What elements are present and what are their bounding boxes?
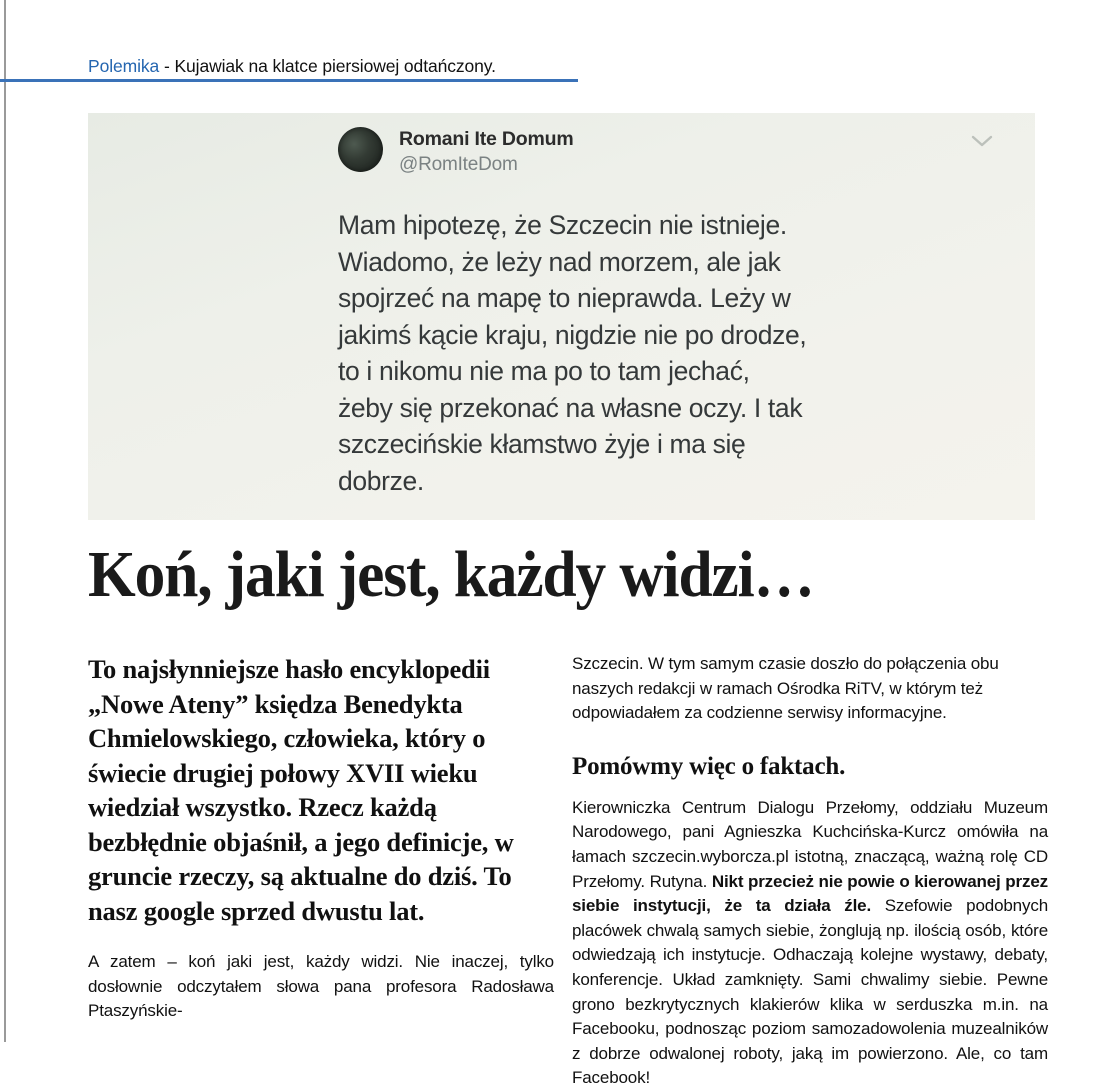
breadcrumb-subject: Kujawiak na klatce piersiowej odtańczony. (174, 56, 496, 76)
breadcrumb (88, 55, 496, 77)
chevron-down-icon (971, 135, 993, 148)
tweet-handle: @RomIteDom (399, 154, 518, 175)
text-run-plain-after: Szefowie podobnych placówek chwalą samych siebie, żonglują np. ilością osób, które odwiedzają ich instytucje. Odhaczają kolejne wystawy, debaty, konferencje. Układ zamknięty. Sami chwalimy siebie. Pewne grono bezkrytycznych klakierów klika w serduszka m.in. na Facebooku, podnosząc poziom samozadowolenia muzealników z dobrze odwalonej roboty, jaką im powierzono. Ale, co tam Facebook! (572, 896, 1048, 1088)
avatar (338, 127, 383, 172)
text-run-bold: Nikt przecież nie powie o kierowanej przez siebie instytucji, że ta działa źle. (572, 871, 1048, 916)
right-top-paragraph: Szczecin. W tym samym czasie doszło do połączenia obu naszych redakcji w ramach Ośrodka RiTV, w którym też odpowiadałem za codzienne serwisy informacyjne. (572, 654, 999, 723)
tweet-header (338, 127, 1025, 187)
tweet-screenshot-image (88, 113, 1035, 520)
left-body-paragraph: A zatem – koń jaki jest, każdy widzi. Nie inaczej, tylko dosłownie odczytałem słowa pana profesora Radosława Ptaszyńskie- (88, 952, 554, 1021)
page-title: Koń, jaki jest, każdy widzi… (88, 538, 814, 611)
section-kicker[interactable]: Polemika (88, 56, 160, 76)
section-subheading: Pomówmy więc o faktach. (572, 752, 846, 780)
breadcrumb-separator: - (159, 56, 175, 76)
text-run-plain-before: Kierowniczka Centrum Dialogu Przełomy, oddziału Muzeum Narodowego, pani Agnieszka Kuchcińska-Kurcz omówiła na łamach szczecin.wyborcza.pl istotną, znaczącą, ważną rolę CD Przełomy. Rutyna. (572, 797, 1048, 891)
column-right (572, 652, 1048, 1091)
lead-paragraph: To najsłynniejsze hasło encyklopedii „Nowe Ateny” księdza Benedykta Chmielowskiego, człowieka, który o świecie drugiej połowy XVII wieku wiedział wszystko. Rzecz każdą bezbłędnie objaśnił, a jego definicje, w gruncie rzeczy, są aktualne do dziś. To nasz google sprzed dwustu lat. (88, 654, 514, 926)
tweet-display-name: Romani Ite Domum (399, 128, 574, 150)
column-left (88, 652, 554, 1024)
right-body-paragraph (572, 796, 1048, 1091)
page-margin-rule (4, 0, 6, 1042)
tweet-body-text: Mam hipotezę, że Szczecin nie istnieje. Wiadomo, że leży nad morzem, ale jak spojrzeć na mapę to nieprawda. Leży w jakimś kącie kraju, nigdzie nie po drodze, to i nikomu nie ma po to tam jechać, żeby się przekonać na własne oczy. I tak szczecińskie kłamstwo żyje i ma się dobrze. (338, 210, 807, 496)
header-divider (0, 79, 578, 82)
